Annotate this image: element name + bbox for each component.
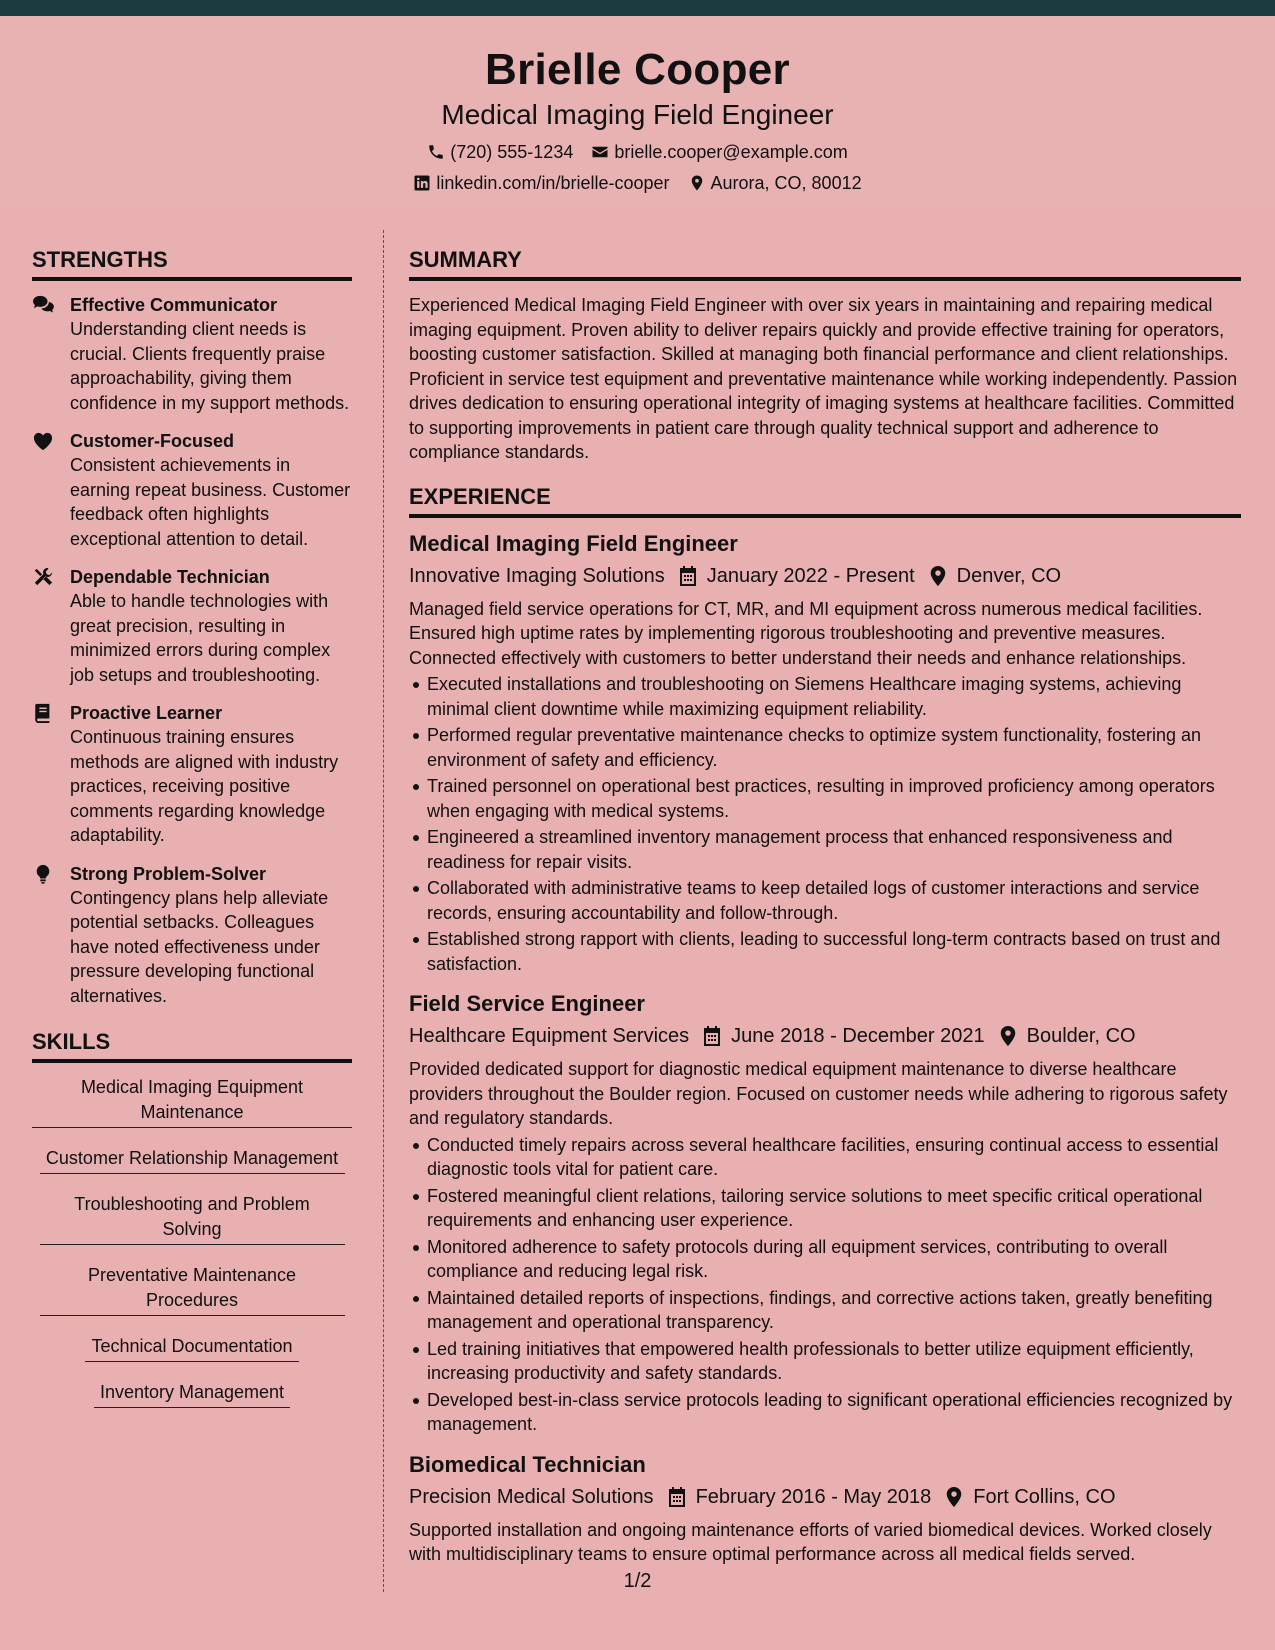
- map-pin-icon: [688, 174, 706, 192]
- book-icon: [32, 703, 54, 723]
- strength-desc: Able to handle technologies with great precision, resulting in minimized errors during complex job setups and troubleshooting.: [70, 591, 331, 685]
- job-bullet: Monitored adherence to safety protocols during all equipment services, contributing to overall compliance and reducing legal risk.: [409, 1235, 1241, 1284]
- lightbulb-icon: [32, 864, 54, 884]
- strength-title: Proactive Learner: [70, 703, 223, 723]
- job-dates: January 2022 - Present: [706, 564, 915, 587]
- job-dates: June 2018 - December 2021: [731, 1025, 985, 1047]
- envelope-icon: [591, 143, 609, 161]
- job-company: Healthcare Equipment Services: [409, 1025, 690, 1047]
- skill-item: Technical Documentation: [85, 1334, 298, 1362]
- contact-row-2: [0, 172, 1275, 194]
- contact-linkedin[interactable]: [413, 172, 669, 194]
- email-text: brielle.cooper@example.com: [614, 142, 848, 162]
- job-location: Fort Collins, CO: [973, 1485, 1116, 1508]
- calendar-icon: [703, 1026, 721, 1046]
- strength-title: Customer-Focused: [70, 431, 235, 451]
- job-description: Provided dedicated support for diagnostic medical equipment maintenance to diverse healthcare providers throughout the Boulder region. Focused on customer needs while adhering to rigorous safety and regulatory standards.: [409, 1059, 1228, 1128]
- job-bullet: Collaborated with administrative teams to keep detailed logs of customer interactions and service records, ensuring accountability and follow-through.: [409, 876, 1241, 925]
- comments-icon: [32, 295, 54, 315]
- job-location: Boulder, CO: [1026, 1025, 1136, 1047]
- map-pin-icon: [945, 1487, 963, 1507]
- skill-item: Inventory Management: [94, 1380, 290, 1408]
- job-bullet: Developed best-in-class service protocols leading to significant operational efficiencies recognized by management.: [409, 1388, 1241, 1437]
- job-dates: February 2016 - May 2018: [695, 1485, 932, 1508]
- skill-item: Customer Relationship Management: [40, 1146, 345, 1174]
- skill-item: Preventative Maintenance Procedures: [40, 1263, 345, 1316]
- job-company: Innovative Imaging Solutions: [409, 564, 665, 587]
- summary-heading: SUMMARY: [409, 246, 1241, 281]
- job-description: Supported installation and ongoing maintenance efforts of varied biomedical devices. Worked closely with multidisciplinary teams to ensure optimal performance across all medical fields served.: [409, 1519, 1212, 1564]
- job-entry: [409, 530, 1241, 977]
- resume-header: [0, 16, 1275, 204]
- strengths-heading: STRENGTHS: [32, 246, 352, 281]
- strength-desc: Understanding client needs is crucial. Clients frequently praise approachability, giving them confidence in my support methods.: [70, 319, 350, 413]
- job-company: Precision Medical Solutions: [409, 1485, 654, 1508]
- strength-item: [32, 701, 352, 848]
- skills-heading: SKILLS: [32, 1028, 352, 1063]
- job-meta: [409, 1023, 1241, 1049]
- map-pin-icon: [999, 1026, 1017, 1046]
- job-location: Denver, CO: [956, 564, 1062, 587]
- job-bullet: Performed regular preventative maintenance checks to optimize system functionality, fostering an environment of safety and efficiency.: [409, 723, 1241, 772]
- strength-item: [32, 429, 352, 551]
- skill-item: Medical Imaging Equipment Maintenance: [32, 1075, 352, 1128]
- strength-item: [32, 565, 352, 687]
- left-column: [32, 246, 352, 1426]
- job-meta: [409, 563, 1241, 589]
- job-bullet: Engineered a streamlined inventory management process that enhanced responsiveness and readiness for repair visits.: [409, 825, 1241, 874]
- linkedin-text: linkedin.com/in/brielle-cooper: [436, 173, 670, 193]
- linkedin-icon: [413, 174, 431, 192]
- job-entry: [409, 1451, 1241, 1567]
- contact-location: [688, 172, 862, 194]
- job-title: Medical Imaging Field Engineer: [409, 530, 738, 556]
- job-bullet: Conducted timely repairs across several healthcare facilities, ensuring continual access to essential diagnostic tools vital for patient care.: [409, 1133, 1241, 1182]
- candidate-name: Brielle Cooper: [485, 45, 790, 94]
- right-column: [409, 246, 1241, 1567]
- skills-list: [32, 1075, 352, 1426]
- heart-icon: [32, 431, 54, 451]
- top-accent-bar: [0, 0, 1275, 16]
- strength-title: Strong Problem-Solver: [70, 863, 267, 884]
- experience-heading: EXPERIENCE: [409, 483, 1241, 518]
- strength-item: [32, 293, 352, 415]
- contact-email[interactable]: [591, 141, 847, 163]
- job-bullet: Maintained detailed reports of inspections, findings, and corrective actions taken, greatly benefiting management and operational transparency.: [409, 1286, 1241, 1335]
- job-bullet: Trained personnel on operational best practices, resulting in improved proficiency among operators when engaging with medical systems.: [409, 774, 1241, 823]
- candidate-title: Medical Imaging Field Engineer: [441, 99, 834, 130]
- page-number: 1/2: [623, 1570, 652, 1592]
- job-bullet: Fostered meaningful client relations, tailoring service solutions to meet specific critical operational requirements and enhancing user experience.: [409, 1184, 1241, 1233]
- contact-phone[interactable]: [427, 141, 573, 163]
- job-title: Field Service Engineer: [409, 991, 645, 1016]
- strength-title: Effective Communicator: [70, 295, 278, 315]
- calendar-icon: [668, 1487, 686, 1507]
- job-entry: [409, 990, 1241, 1437]
- strength-desc: Continuous training ensures methods are aligned with industry practices, receiving positive comments regarding knowledge adaptability.: [70, 727, 339, 845]
- job-title: Biomedical Technician: [409, 1451, 646, 1477]
- strength-item: [32, 862, 352, 1009]
- phone-text: (720) 555-1234: [450, 142, 574, 162]
- job-meta: [409, 1484, 1241, 1510]
- contact-row-1: [0, 141, 1275, 163]
- strength-desc: Contingency plans help alleviate potential setbacks. Colleagues have noted effectiveness under pressure developing functional alternatives.: [70, 887, 329, 1006]
- summary-text: Experienced Medical Imaging Field Engineer with over six years in maintaining and repairing medical imaging equipment. Proven ability to deliver repairs quickly and provide effective training for operators, boosting customer satisfaction. Skilled at managing both financial performance and client relationships. Proficient in service test equipment and preventative maintenance while working independently. Passion drives dedication to ensuring operational integrity of imaging systems at healthcare facilities. Committed to supporting improvements in patient care through quality technical support and adherence to compliance standards.: [409, 295, 1238, 462]
- job-description: Managed field service operations for CT, MR, and MI equipment across numerous medical facilities. Ensured high uptime rates by implementing rigorous troubleshooting and preventive measures. Connected effectively with customers to better understand their needs and enhance relationships.: [409, 598, 1203, 668]
- strength-title: Dependable Technician: [70, 567, 270, 587]
- map-pin-icon: [929, 566, 947, 586]
- job-bullets: [409, 1133, 1241, 1437]
- job-bullet: Established strong rapport with clients, leading to successful long-term contracts based on trust and satisfaction.: [409, 927, 1241, 976]
- column-divider: [383, 230, 384, 1592]
- location-text: Aurora, CO, 80012: [710, 173, 862, 193]
- job-bullets: [409, 672, 1241, 976]
- skill-item: Troubleshooting and Problem Solving: [40, 1192, 345, 1245]
- phone-icon: [427, 143, 445, 161]
- strength-desc: Consistent achievements in earning repeat business. Customer feedback often highlights exceptional attention to detail.: [70, 455, 351, 549]
- job-bullet: Executed installations and troubleshooting on Siemens Healthcare imaging systems, achieving minimal client downtime while maximizing equipment reliability.: [409, 672, 1241, 721]
- tools-icon: [32, 567, 54, 587]
- job-bullet: Led training initiatives that empowered health professionals to better utilize equipment efficiently, increasing productivity and safety standards.: [409, 1337, 1241, 1386]
- calendar-icon: [679, 566, 697, 586]
